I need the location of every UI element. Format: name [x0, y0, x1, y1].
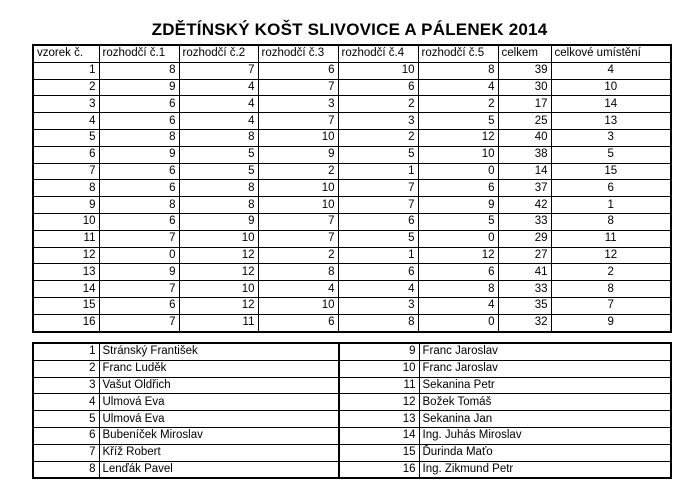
score-cell: 8 — [179, 197, 258, 214]
score-cell: 1 — [338, 163, 418, 180]
table-row — [33, 314, 671, 331]
table-row — [33, 146, 671, 163]
producer-name: Ďurinda Maťo — [419, 444, 671, 461]
total-cell: 40 — [498, 129, 551, 146]
score-cell: 10 — [258, 297, 338, 314]
producer-name: Franc Jaroslav — [419, 360, 671, 377]
sample-number: 14 — [33, 281, 99, 298]
list-item — [33, 427, 671, 444]
score-cell: 4 — [179, 79, 258, 96]
total-cell: 42 — [498, 197, 551, 214]
sample-number: 9 — [339, 343, 419, 360]
producer-name: Ing. Zikmund Petr — [419, 461, 671, 478]
producer-name: Stránský František — [99, 343, 339, 360]
rank-cell: 5 — [551, 146, 671, 163]
producer-name: Franc Luděk — [99, 360, 339, 377]
table-row — [33, 62, 671, 79]
rank-cell: 8 — [551, 281, 671, 298]
sample-number: 16 — [339, 461, 419, 478]
score-cell: 8 — [418, 62, 498, 79]
score-cell: 6 — [99, 180, 179, 197]
score-cell: 8 — [99, 62, 179, 79]
score-cell: 4 — [258, 281, 338, 298]
sample-number: 1 — [33, 343, 99, 360]
sample-number: 16 — [33, 314, 99, 331]
page-title: ZDĚTÍNSKÝ KOŠT SLIVOVICE A PÁLENEK 2014 — [151, 20, 548, 39]
sample-number: 6 — [33, 146, 99, 163]
score-cell: 7 — [99, 314, 179, 331]
score-cell: 12 — [418, 247, 498, 264]
total-cell: 41 — [498, 264, 551, 281]
rank-cell: 4 — [551, 62, 671, 79]
sample-number: 5 — [33, 411, 99, 428]
producer-name: Ulmová Eva — [99, 411, 339, 428]
score-cell: 7 — [338, 180, 418, 197]
score-cell: 6 — [99, 96, 179, 113]
total-cell: 29 — [498, 230, 551, 247]
total-cell: 32 — [498, 314, 551, 331]
score-cell: 4 — [179, 96, 258, 113]
sample-number: 12 — [33, 247, 99, 264]
score-cell: 5 — [179, 146, 258, 163]
score-cell: 12 — [179, 297, 258, 314]
score-cell: 10 — [338, 62, 418, 79]
total-cell: 14 — [498, 163, 551, 180]
score-cell: 8 — [179, 129, 258, 146]
table-row — [33, 180, 671, 197]
score-cell: 9 — [99, 146, 179, 163]
sample-number: 13 — [339, 411, 419, 428]
score-cell: 10 — [258, 197, 338, 214]
sample-number: 11 — [339, 377, 419, 394]
list-item — [33, 444, 671, 461]
score-cell: 9 — [418, 197, 498, 214]
score-cell: 0 — [418, 314, 498, 331]
score-cell: 0 — [418, 230, 498, 247]
score-cell: 0 — [418, 163, 498, 180]
sample-number: 2 — [33, 360, 99, 377]
score-cell: 8 — [338, 314, 418, 331]
sample-number: 12 — [339, 394, 419, 411]
sample-number: 15 — [33, 297, 99, 314]
sample-number: 11 — [33, 230, 99, 247]
score-cell: 6 — [338, 79, 418, 96]
total-cell: 39 — [498, 62, 551, 79]
sample-number: 7 — [33, 444, 99, 461]
sample-number: 14 — [339, 427, 419, 444]
score-cell: 12 — [179, 264, 258, 281]
table-row — [33, 230, 671, 247]
score-cell: 9 — [99, 264, 179, 281]
score-cell: 0 — [99, 247, 179, 264]
score-cell: 11 — [179, 314, 258, 331]
score-cell: 7 — [179, 62, 258, 79]
rank-cell: 13 — [551, 113, 671, 130]
list-item — [33, 360, 671, 377]
score-cell: 7 — [258, 79, 338, 96]
producer-name: Vašut Oldřich — [99, 377, 339, 394]
score-cell: 9 — [99, 79, 179, 96]
rank-cell: 12 — [551, 247, 671, 264]
sample-number: 1 — [33, 62, 99, 79]
total-cell: 37 — [498, 180, 551, 197]
score-cell: 3 — [338, 113, 418, 130]
sample-number: 9 — [33, 197, 99, 214]
table-row — [33, 247, 671, 264]
score-cell: 7 — [258, 213, 338, 230]
sample-number: 4 — [33, 113, 99, 130]
column-header: celkové umístění — [551, 45, 671, 62]
total-cell: 38 — [498, 146, 551, 163]
total-cell: 33 — [498, 281, 551, 298]
rank-cell: 2 — [551, 264, 671, 281]
sample-number: 13 — [33, 264, 99, 281]
score-cell: 2 — [418, 96, 498, 113]
sample-number: 4 — [33, 394, 99, 411]
score-cell: 12 — [179, 247, 258, 264]
column-header: rozhodčí č.4 — [338, 45, 418, 62]
sample-number: 2 — [33, 79, 99, 96]
column-header: rozhodčí č.5 — [418, 45, 498, 62]
score-cell: 6 — [99, 297, 179, 314]
score-cell: 6 — [99, 213, 179, 230]
rank-cell: 14 — [551, 96, 671, 113]
sample-number: 3 — [33, 96, 99, 113]
table-row — [33, 129, 671, 146]
column-header: rozhodčí č.3 — [258, 45, 338, 62]
sample-number: 6 — [33, 427, 99, 444]
score-cell: 1 — [338, 247, 418, 264]
score-cell: 2 — [258, 163, 338, 180]
producer-name: Sekanina Jan — [419, 411, 671, 428]
score-cell: 7 — [338, 197, 418, 214]
sample-number: 10 — [33, 213, 99, 230]
rank-cell: 7 — [551, 297, 671, 314]
score-cell: 4 — [418, 79, 498, 96]
score-cell: 6 — [418, 264, 498, 281]
score-cell: 10 — [258, 129, 338, 146]
producer-name: Sekanina Petr — [419, 377, 671, 394]
producer-name: Božek Tomáš — [419, 394, 671, 411]
score-cell: 3 — [338, 297, 418, 314]
table-row — [33, 213, 671, 230]
rank-cell: 6 — [551, 180, 671, 197]
total-cell: 17 — [498, 96, 551, 113]
score-cell: 7 — [258, 230, 338, 247]
score-cell: 2 — [258, 247, 338, 264]
sample-number: 10 — [339, 360, 419, 377]
score-cell: 10 — [258, 180, 338, 197]
column-header: celkem — [498, 45, 551, 62]
rank-cell: 9 — [551, 314, 671, 331]
rank-cell: 3 — [551, 129, 671, 146]
score-cell: 6 — [99, 163, 179, 180]
score-cell: 6 — [258, 62, 338, 79]
table-row — [33, 197, 671, 214]
table-row — [33, 297, 671, 314]
sample-number: 5 — [33, 129, 99, 146]
column-header: rozhodčí č.2 — [179, 45, 258, 62]
table-row — [33, 96, 671, 113]
score-cell: 8 — [179, 180, 258, 197]
score-cell: 8 — [258, 264, 338, 281]
score-cell: 7 — [99, 230, 179, 247]
score-cell: 10 — [418, 146, 498, 163]
table-row — [33, 79, 671, 96]
list-item — [33, 461, 671, 478]
score-cell: 5 — [338, 146, 418, 163]
score-cell: 8 — [99, 197, 179, 214]
scores-table — [32, 44, 672, 333]
table-row — [33, 113, 671, 130]
score-cell: 6 — [99, 113, 179, 130]
total-cell: 33 — [498, 213, 551, 230]
total-cell: 35 — [498, 297, 551, 314]
score-cell: 2 — [338, 129, 418, 146]
table-row — [33, 281, 671, 298]
score-cell: 6 — [338, 264, 418, 281]
total-cell: 30 — [498, 79, 551, 96]
score-cell: 8 — [418, 281, 498, 298]
producer-name: Lenďák Pavel — [99, 461, 339, 478]
score-cell: 5 — [338, 230, 418, 247]
score-cell: 5 — [179, 163, 258, 180]
score-cell: 6 — [418, 180, 498, 197]
rank-cell: 15 — [551, 163, 671, 180]
producer-name: Bubeníček Miroslav — [99, 427, 339, 444]
score-cell: 5 — [418, 113, 498, 130]
sample-number: 8 — [33, 461, 99, 478]
rank-cell: 11 — [551, 230, 671, 247]
producer-name: Franc Jaroslav — [419, 343, 671, 360]
score-cell: 4 — [418, 297, 498, 314]
score-cell: 2 — [338, 96, 418, 113]
sample-number: 15 — [339, 444, 419, 461]
list-item — [33, 394, 671, 411]
table-row — [33, 163, 671, 180]
rank-cell: 1 — [551, 197, 671, 214]
producer-name: Ing. Juhás Miroslav — [419, 427, 671, 444]
score-cell: 9 — [179, 213, 258, 230]
rank-cell: 10 — [551, 79, 671, 96]
score-cell: 6 — [258, 314, 338, 331]
producer-name: Ulmová Eva — [99, 394, 339, 411]
sample-number: 7 — [33, 163, 99, 180]
score-cell: 3 — [258, 96, 338, 113]
column-header: rozhodčí č.1 — [99, 45, 179, 62]
score-cell: 10 — [179, 230, 258, 247]
judges-table — [32, 342, 672, 479]
producer-name: Kříž Robert — [99, 444, 339, 461]
sample-number: 3 — [33, 377, 99, 394]
score-cell: 5 — [418, 213, 498, 230]
column-header: vzorek č. — [33, 45, 99, 62]
score-cell: 12 — [418, 129, 498, 146]
list-item — [33, 343, 671, 360]
table-row — [33, 264, 671, 281]
list-item — [33, 377, 671, 394]
score-cell: 7 — [99, 281, 179, 298]
scores-header-row — [33, 45, 671, 62]
score-cell: 4 — [179, 113, 258, 130]
score-cell: 9 — [258, 146, 338, 163]
list-item — [33, 411, 671, 428]
score-cell: 4 — [338, 281, 418, 298]
sample-number: 8 — [33, 180, 99, 197]
score-cell: 10 — [179, 281, 258, 298]
total-cell: 27 — [498, 247, 551, 264]
rank-cell: 8 — [551, 213, 671, 230]
score-cell: 6 — [338, 213, 418, 230]
score-cell: 8 — [99, 129, 179, 146]
score-cell: 7 — [258, 113, 338, 130]
total-cell: 25 — [498, 113, 551, 130]
